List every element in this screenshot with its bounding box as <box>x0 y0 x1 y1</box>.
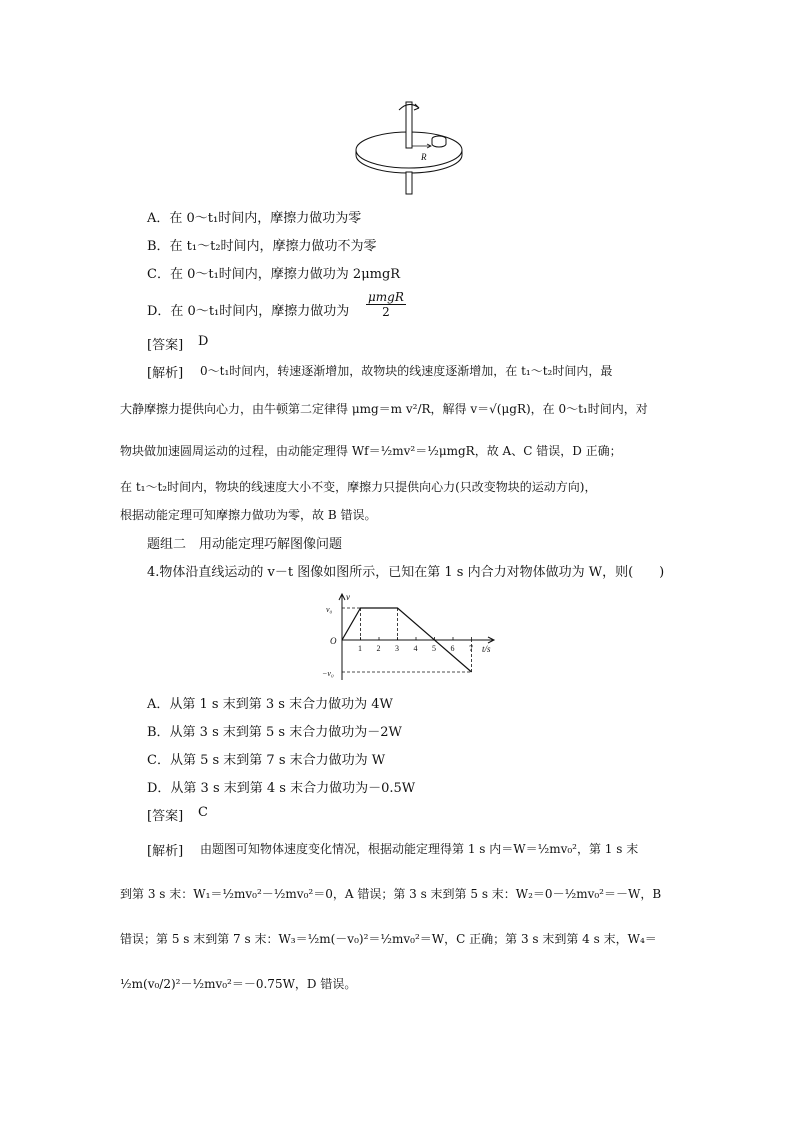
analysis4-line-2: 到第 3 s 末：W₁＝½mv₀²－½mv₀²＝0，A 错误；第 3 s 末到第 5 s 末：W₂＝0－½mv₀²＝－W，B <box>120 887 662 901</box>
q3-option-d: D．在 0～t₁时间内，摩擦力做功为 <box>147 304 350 319</box>
x-tick-label: 7 <box>469 644 473 653</box>
question4-stem: 4.物体沿直线运动的 v－t 图像如图所示，已知在第 1 s 内合力对物体做功为 W，则( ) <box>147 565 665 580</box>
q4-option-d: D．从第 3 s 末到第 4 s 末合力做功为－0.5W <box>147 781 416 796</box>
answer-tag: [答案] <box>147 809 184 824</box>
analysis3-line-2: 大静摩擦力提供向心力，由牛顿第二定律得 μmg＝m v²/R，解得 v＝√(μgR)，在 0～t₁时间内，对 <box>120 402 648 416</box>
answer-tag: [答案] <box>147 338 184 353</box>
answer-value: C <box>198 805 208 820</box>
answer-value: D <box>198 334 209 349</box>
analysis4-line-4: ½m(v₀/2)²－½mv₀²＝－0.75W，D 错误。 <box>120 977 357 991</box>
analysis3-line-1: 0～t₁时间内，转速逐渐增加，故物块的线速度逐渐增加，在 t₁～t₂时间内，最 <box>200 364 613 378</box>
analysis3-line-3: 物块做加速圆周运动的过程，由动能定理得 Wf＝½mv²＝½μmgR，故 A、C 错误，D 正确； <box>120 444 622 458</box>
q3-option-d-fraction <box>366 290 406 319</box>
q4-option-c: C．从第 5 s 末到第 7 s 末合力做功为 W <box>147 753 386 768</box>
origin-label: O <box>330 636 337 646</box>
radius-label: R <box>421 152 427 162</box>
analysis3-line-4: 在 t₁～t₂时间内，物块的线速度大小不变，摩擦力只提供向心力(只改变物块的运动方向)， <box>120 480 597 494</box>
fraction-denominator: 2 <box>382 305 390 319</box>
y-tick-v0: v₀ <box>326 605 333 614</box>
q3-option-c: C．在 0～t₁时间内，摩擦力做功为 2μmgR <box>147 267 401 282</box>
section-heading: 题组二 用动能定理巧解图像问题 <box>147 537 343 552</box>
analysis3-line-5: 根据动能定理可知摩擦力做功为零，故 B 错误。 <box>120 508 377 522</box>
analysis-tag: [解析] <box>147 366 184 381</box>
analysis4-line-3: 错误；第 5 s 末到第 7 s 末：W₃＝½m(－v₀)²＝½mv₀²＝W，C 正确；第 3 s 末到第 4 s 末，W₄＝ <box>120 932 657 946</box>
rotating-disk-figure <box>355 98 465 198</box>
q3-option-a: A．在 0～t₁时间内，摩擦力做功为零 <box>147 211 362 226</box>
x-tick-label: 1 <box>358 644 362 653</box>
x-tick-label: 4 <box>413 644 418 653</box>
x-axis-label: t/s <box>482 644 491 654</box>
y-axis-label: v <box>346 592 350 602</box>
q4-option-b: B．从第 3 s 末到第 5 s 末合力做功为－2W <box>147 725 402 740</box>
x-tick-label: 3 <box>395 644 399 653</box>
fraction-numerator: μmgR <box>368 290 404 304</box>
analysis-tag: [解析] <box>147 844 184 859</box>
vt-chart <box>322 590 502 685</box>
q3-option-b: B．在 t₁～t₂时间内，摩擦力做功不为零 <box>147 239 377 254</box>
analysis4-line-1: 由题图可知物体速度变化情况，根据动能定理得第 1 s 内＝W＝½mv₀²，第 1 s 末 <box>200 842 639 856</box>
y-tick-neg-v0: −v₀ <box>322 669 334 678</box>
x-tick-label: 2 <box>376 644 381 653</box>
q4-option-a: A．从第 1 s 末到第 3 s 末合力做功为 4W <box>147 697 393 712</box>
x-tick-label: 6 <box>450 644 455 653</box>
x-tick-label: 5 <box>432 644 436 653</box>
